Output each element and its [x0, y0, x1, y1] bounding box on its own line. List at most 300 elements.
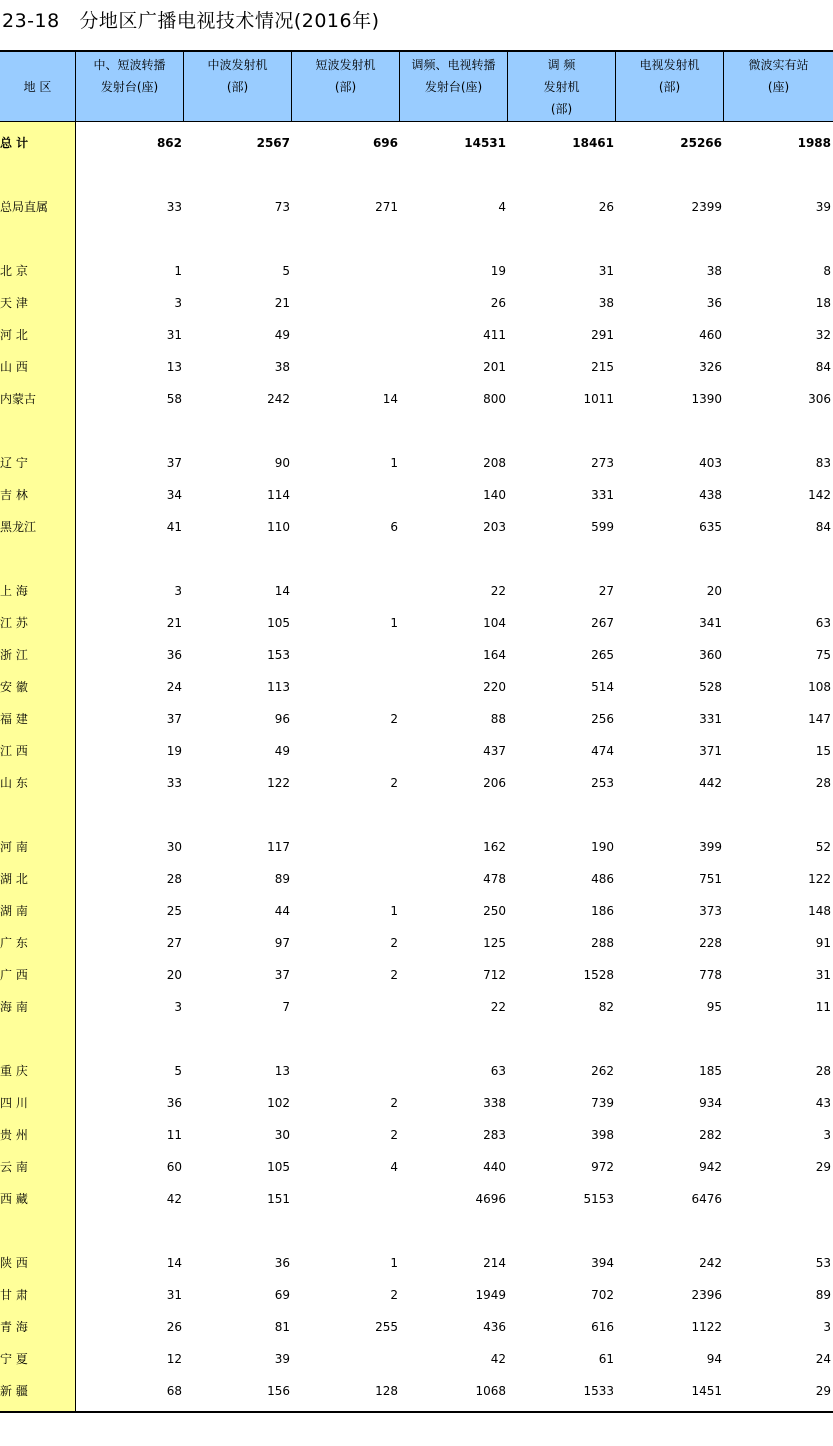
- value-col-2: 30: [274, 1128, 290, 1142]
- value-col-2: 96: [274, 712, 290, 726]
- header-col-4-line-2: 发射台(座): [424, 80, 483, 94]
- value-col-1: 37: [166, 456, 182, 470]
- value-col-7: 31: [815, 968, 831, 982]
- value-col-5: 1533: [583, 1384, 614, 1398]
- value-col-2: 7: [282, 1000, 290, 1014]
- value-col-5: 972: [591, 1160, 614, 1174]
- region-name: 江 苏: [0, 616, 28, 630]
- value-col-7: 122: [808, 872, 831, 886]
- value-col-1: 13: [166, 360, 182, 374]
- value-col-2: 81: [274, 1320, 290, 1334]
- table-row: [0, 1059, 833, 1083]
- region-name: 山 西: [0, 360, 28, 374]
- value-col-4: 125: [483, 936, 506, 950]
- value-col-2: 89: [274, 872, 290, 886]
- value-col-3: 696: [372, 136, 398, 150]
- value-col-1: 14: [166, 1256, 182, 1270]
- value-col-7: 89: [815, 1288, 831, 1302]
- value-col-3: [292, 323, 398, 347]
- value-col-6: 934: [699, 1096, 722, 1110]
- value-col-7: 75: [815, 648, 831, 662]
- value-col-5: 739: [591, 1096, 614, 1110]
- value-col-6: 1390: [691, 392, 722, 406]
- region-name: 上 海: [0, 584, 28, 598]
- region-name: 内蒙古: [0, 392, 37, 406]
- header-col-5: [508, 52, 616, 121]
- header-region-label: 地 区: [23, 80, 52, 94]
- value-col-5: 599: [591, 520, 614, 534]
- value-col-2: 151: [267, 1192, 290, 1206]
- value-col-7: 29: [815, 1160, 831, 1174]
- value-col-7: 306: [808, 392, 831, 406]
- value-col-5: 38: [598, 296, 614, 310]
- region-name: 河 南: [0, 840, 28, 854]
- value-col-7: 15: [815, 744, 831, 758]
- header-col-6: [616, 52, 724, 121]
- value-col-6: 778: [699, 968, 722, 982]
- value-col-4: 164: [483, 648, 506, 662]
- value-col-3: 2: [390, 712, 398, 726]
- table-row: [0, 515, 833, 539]
- value-col-1: 33: [166, 200, 182, 214]
- value-col-4: 250: [483, 904, 506, 918]
- value-col-5: 273: [591, 456, 614, 470]
- value-col-6: 228: [699, 936, 722, 950]
- value-col-1: 20: [166, 968, 182, 982]
- value-col-7: 24: [815, 1352, 831, 1366]
- header-region: [0, 52, 76, 121]
- table-row: [0, 355, 833, 379]
- header-col-2-line-1: 中波发射机: [207, 58, 268, 72]
- value-col-5: 18461: [572, 136, 614, 150]
- value-col-7: 11: [815, 1000, 831, 1014]
- value-col-1: 34: [166, 488, 182, 502]
- value-col-2: 73: [274, 200, 290, 214]
- value-col-7: 147: [808, 712, 831, 726]
- value-col-5: 331: [591, 488, 614, 502]
- value-col-1: 37: [166, 712, 182, 726]
- value-col-1: 31: [166, 1288, 182, 1302]
- value-col-2: 13: [274, 1064, 290, 1078]
- value-col-2: 38: [274, 360, 290, 374]
- value-col-6: 94: [706, 1352, 722, 1366]
- header-col-5-line-3: (部): [550, 102, 573, 116]
- table-row: [0, 1091, 833, 1115]
- value-col-4: 22: [490, 1000, 506, 1014]
- value-col-4: 162: [483, 840, 506, 854]
- value-col-1: 3: [174, 296, 182, 310]
- value-col-7: 108: [808, 680, 831, 694]
- region-name: 西 藏: [0, 1192, 28, 1206]
- table-row: [0, 899, 833, 923]
- header-col-2: [184, 52, 292, 121]
- region-name: 四 川: [0, 1096, 28, 1110]
- value-col-2: 102: [267, 1096, 290, 1110]
- table-row: [0, 1379, 833, 1403]
- value-col-2: 37: [274, 968, 290, 982]
- region-name: 宁 夏: [0, 1352, 28, 1366]
- value-col-4: 1949: [475, 1288, 506, 1302]
- value-col-4: 22: [490, 584, 506, 598]
- value-col-1: 19: [166, 744, 182, 758]
- value-col-4: 214: [483, 1256, 506, 1270]
- value-col-6: 438: [699, 488, 722, 502]
- value-col-2: 69: [274, 1288, 290, 1302]
- value-col-6: 95: [706, 1000, 722, 1014]
- value-col-1: 41: [166, 520, 182, 534]
- value-col-1: 26: [166, 1320, 182, 1334]
- region-name: 北 京: [0, 264, 28, 278]
- value-col-1: 21: [166, 616, 182, 630]
- value-col-4: 26: [490, 296, 506, 310]
- table-row: [0, 1283, 833, 1307]
- value-col-5: 288: [591, 936, 614, 950]
- value-col-5: 5153: [583, 1192, 614, 1206]
- value-col-4: 208: [483, 456, 506, 470]
- value-col-5: 215: [591, 360, 614, 374]
- value-col-6: 399: [699, 840, 722, 854]
- value-col-7: 32: [815, 328, 831, 342]
- total-row: [0, 131, 833, 155]
- value-col-3: 2: [390, 1288, 398, 1302]
- value-col-4: 4696: [475, 1192, 506, 1206]
- value-col-3: [292, 1059, 398, 1083]
- value-col-1: 3: [174, 584, 182, 598]
- value-col-6: 442: [699, 776, 722, 790]
- header-col-5-line-1: 调 频: [547, 58, 576, 72]
- table-row: [0, 195, 833, 219]
- value-col-1: 31: [166, 328, 182, 342]
- value-col-4: 206: [483, 776, 506, 790]
- value-col-1: 24: [166, 680, 182, 694]
- value-col-4: 63: [490, 1064, 506, 1078]
- value-col-5: 82: [598, 1000, 614, 1014]
- value-col-4: 88: [490, 712, 506, 726]
- value-col-4: 712: [483, 968, 506, 982]
- table-row: [0, 675, 833, 699]
- table-row: [0, 1155, 833, 1179]
- value-col-1: 1: [174, 264, 182, 278]
- value-col-1: 58: [166, 392, 182, 406]
- table-row: [0, 483, 833, 507]
- value-col-1: 60: [166, 1160, 182, 1174]
- table-row: [0, 1251, 833, 1275]
- region-name: 总 计: [0, 136, 29, 150]
- value-col-7: 28: [815, 1064, 831, 1078]
- value-col-3: [292, 291, 398, 315]
- value-col-7: 91: [815, 936, 831, 950]
- value-col-7: [724, 579, 831, 603]
- value-col-4: 338: [483, 1096, 506, 1110]
- value-col-5: 265: [591, 648, 614, 662]
- value-col-3: 271: [375, 200, 398, 214]
- value-col-1: 36: [166, 648, 182, 662]
- header-col-1-line-2: 发射台(座): [100, 80, 159, 94]
- region-name: 云 南: [0, 1160, 28, 1174]
- table-row: [0, 259, 833, 283]
- value-col-1: 36: [166, 1096, 182, 1110]
- value-col-1: 33: [166, 776, 182, 790]
- table-row: [0, 995, 833, 1019]
- value-col-5: 394: [591, 1256, 614, 1270]
- region-name: 天 津: [0, 296, 28, 310]
- table-row: [0, 707, 833, 731]
- value-col-2: 97: [274, 936, 290, 950]
- region-name: 海 南: [0, 1000, 28, 1014]
- value-col-5: 190: [591, 840, 614, 854]
- region-name: 浙 江: [0, 648, 28, 662]
- value-col-7: 53: [815, 1256, 831, 1270]
- value-col-5: 262: [591, 1064, 614, 1078]
- value-col-1: 3: [174, 1000, 182, 1014]
- table-row: [0, 387, 833, 411]
- value-col-7: 83: [815, 456, 831, 470]
- value-col-1: 27: [166, 936, 182, 950]
- region-name: 广 东: [0, 936, 28, 950]
- table-row: [0, 643, 833, 667]
- value-col-1: 68: [166, 1384, 182, 1398]
- value-col-2: 153: [267, 648, 290, 662]
- value-col-2: 2567: [256, 136, 290, 150]
- table-row: [0, 451, 833, 475]
- table-row: [0, 291, 833, 315]
- header-col-3-line-1: 短波发射机: [315, 58, 376, 72]
- region-name: 安 徽: [0, 680, 28, 694]
- value-col-3: 2: [390, 776, 398, 790]
- value-col-3: [292, 835, 398, 859]
- value-col-2: 39: [274, 1352, 290, 1366]
- value-col-7: 39: [815, 200, 831, 214]
- value-col-5: 27: [598, 584, 614, 598]
- bottom-rule: [0, 1411, 833, 1413]
- header-col-6-line-1: 电视发射机: [639, 58, 700, 72]
- value-col-5: 253: [591, 776, 614, 790]
- value-col-1: 42: [166, 1192, 182, 1206]
- value-col-7: 3: [823, 1128, 831, 1142]
- value-col-6: 1451: [691, 1384, 722, 1398]
- value-col-4: 14531: [464, 136, 506, 150]
- value-col-6: 460: [699, 328, 722, 342]
- value-col-7: 52: [815, 840, 831, 854]
- value-col-3: 1: [390, 1256, 398, 1270]
- region-name: 辽 宁: [0, 456, 28, 470]
- value-col-2: 21: [274, 296, 290, 310]
- value-col-7: 142: [808, 488, 831, 502]
- value-col-2: 122: [267, 776, 290, 790]
- value-col-3: [292, 739, 398, 763]
- value-col-6: 36: [706, 296, 722, 310]
- value-col-5: 486: [591, 872, 614, 886]
- region-name: 重 庆: [0, 1064, 28, 1078]
- table-row: [0, 611, 833, 635]
- region-name: 湖 南: [0, 904, 28, 918]
- value-col-6: 282: [699, 1128, 722, 1142]
- value-col-5: 474: [591, 744, 614, 758]
- value-col-1: 25: [166, 904, 182, 918]
- table-row: [0, 835, 833, 859]
- value-col-1: 12: [166, 1352, 182, 1366]
- header-col-3: [292, 52, 400, 121]
- value-col-5: 267: [591, 616, 614, 630]
- value-col-2: 242: [267, 392, 290, 406]
- value-col-3: [292, 1187, 398, 1211]
- value-col-1: 5: [174, 1064, 182, 1078]
- table-row: [0, 1187, 833, 1211]
- region-name: 黑龙江: [0, 520, 37, 534]
- region-name: 广 西: [0, 968, 28, 982]
- table-row: [0, 931, 833, 955]
- header-col-4-line-1: 调频、电视转播: [411, 58, 496, 72]
- header-col-7-line-1: 微波实有站: [748, 58, 809, 72]
- value-col-5: 61: [598, 1352, 614, 1366]
- table-title: 23-18 分地区广播电视技术情况(2016年): [2, 10, 380, 32]
- value-col-7: 29: [815, 1384, 831, 1398]
- header-col-3-line-2: (部): [334, 80, 357, 94]
- value-col-3: 128: [375, 1384, 398, 1398]
- value-col-4: 478: [483, 872, 506, 886]
- value-col-3: [292, 259, 398, 283]
- region-name: 福 建: [0, 712, 28, 726]
- value-col-4: 283: [483, 1128, 506, 1142]
- value-col-7: 3: [823, 1320, 831, 1334]
- region-name: 总局直属: [0, 200, 49, 214]
- value-col-3: 14: [382, 392, 398, 406]
- value-col-2: 110: [267, 520, 290, 534]
- value-col-3: [292, 995, 398, 1019]
- region-name: 河 北: [0, 328, 28, 342]
- value-col-2: 90: [274, 456, 290, 470]
- table-row: [0, 771, 833, 795]
- region-name: 贵 州: [0, 1128, 28, 1142]
- value-col-5: 291: [591, 328, 614, 342]
- value-col-7: 8: [823, 264, 831, 278]
- value-col-6: 326: [699, 360, 722, 374]
- value-col-3: 1: [390, 616, 398, 630]
- value-col-5: 514: [591, 680, 614, 694]
- value-col-3: 4: [390, 1160, 398, 1174]
- region-name: 新 疆: [0, 1384, 28, 1398]
- value-col-2: 44: [274, 904, 290, 918]
- region-name: 江 西: [0, 744, 28, 758]
- value-col-3: [292, 355, 398, 379]
- value-col-7: 43: [815, 1096, 831, 1110]
- value-col-2: 105: [267, 1160, 290, 1174]
- region-name: 甘 肃: [0, 1288, 28, 1302]
- value-col-1: 30: [166, 840, 182, 854]
- value-col-4: 140: [483, 488, 506, 502]
- value-col-3: [292, 483, 398, 507]
- table-row: [0, 739, 833, 763]
- value-col-7: 84: [815, 520, 831, 534]
- value-col-7: 28: [815, 776, 831, 790]
- header-col-5-line-2: 发射机: [543, 80, 580, 94]
- value-col-3: [292, 867, 398, 891]
- value-col-6: 371: [699, 744, 722, 758]
- value-col-1: 11: [166, 1128, 182, 1142]
- value-col-1: 862: [156, 136, 182, 150]
- header-col-7-line-2: (座): [767, 80, 790, 94]
- value-col-5: 398: [591, 1128, 614, 1142]
- value-col-3: [292, 1347, 398, 1371]
- value-col-2: 113: [267, 680, 290, 694]
- value-col-4: 411: [483, 328, 506, 342]
- header-col-4: [400, 52, 508, 121]
- value-col-3: 255: [375, 1320, 398, 1334]
- table-row: [0, 867, 833, 891]
- header-col-6-line-2: (部): [658, 80, 681, 94]
- value-col-2: 114: [267, 488, 290, 502]
- region-name: 山 东: [0, 776, 28, 790]
- value-col-6: 242: [699, 1256, 722, 1270]
- value-col-4: 437: [483, 744, 506, 758]
- value-col-2: 49: [274, 744, 290, 758]
- header-col-1: [76, 52, 184, 121]
- value-col-6: 341: [699, 616, 722, 630]
- value-col-5: 1011: [583, 392, 614, 406]
- value-col-3: [292, 675, 398, 699]
- value-col-6: 751: [699, 872, 722, 886]
- value-col-4: 203: [483, 520, 506, 534]
- table-row: [0, 1315, 833, 1339]
- value-col-4: 1068: [475, 1384, 506, 1398]
- value-col-3: 2: [390, 968, 398, 982]
- value-col-4: 4: [498, 200, 506, 214]
- table-row: [0, 323, 833, 347]
- value-col-1: 28: [166, 872, 182, 886]
- value-col-2: 117: [267, 840, 290, 854]
- table-row: [0, 1347, 833, 1371]
- value-col-2: 105: [267, 616, 290, 630]
- value-col-3: 1: [390, 904, 398, 918]
- value-col-3: 2: [390, 1128, 398, 1142]
- value-col-5: 702: [591, 1288, 614, 1302]
- region-name: 吉 林: [0, 488, 28, 502]
- table-header: [0, 52, 833, 122]
- value-col-6: 1122: [691, 1320, 722, 1334]
- value-col-6: 373: [699, 904, 722, 918]
- table-row: [0, 1123, 833, 1147]
- value-col-6: 20: [706, 584, 722, 598]
- header-col-1-line-1: 中、短波转播: [93, 58, 166, 72]
- value-col-6: 360: [699, 648, 722, 662]
- value-col-7: 1988: [797, 136, 831, 150]
- value-col-2: 36: [274, 1256, 290, 1270]
- value-col-7: [724, 1187, 831, 1211]
- value-col-6: 2396: [691, 1288, 722, 1302]
- value-col-6: 331: [699, 712, 722, 726]
- value-col-4: 800: [483, 392, 506, 406]
- table-row: [0, 579, 833, 603]
- header-col-7: [724, 52, 833, 121]
- value-col-4: 220: [483, 680, 506, 694]
- value-col-5: 31: [598, 264, 614, 278]
- value-col-6: 38: [706, 264, 722, 278]
- region-name: 陕 西: [0, 1256, 28, 1270]
- value-col-7: 84: [815, 360, 831, 374]
- value-col-3: 2: [390, 936, 398, 950]
- value-col-4: 19: [490, 264, 506, 278]
- value-col-2: 156: [267, 1384, 290, 1398]
- value-col-5: 186: [591, 904, 614, 918]
- value-col-3: 1: [390, 456, 398, 470]
- value-col-6: 942: [699, 1160, 722, 1174]
- value-col-4: 104: [483, 616, 506, 630]
- value-col-5: 256: [591, 712, 614, 726]
- table-row: [0, 963, 833, 987]
- region-name: 湖 北: [0, 872, 28, 886]
- value-col-6: 2399: [691, 200, 722, 214]
- value-col-4: 436: [483, 1320, 506, 1334]
